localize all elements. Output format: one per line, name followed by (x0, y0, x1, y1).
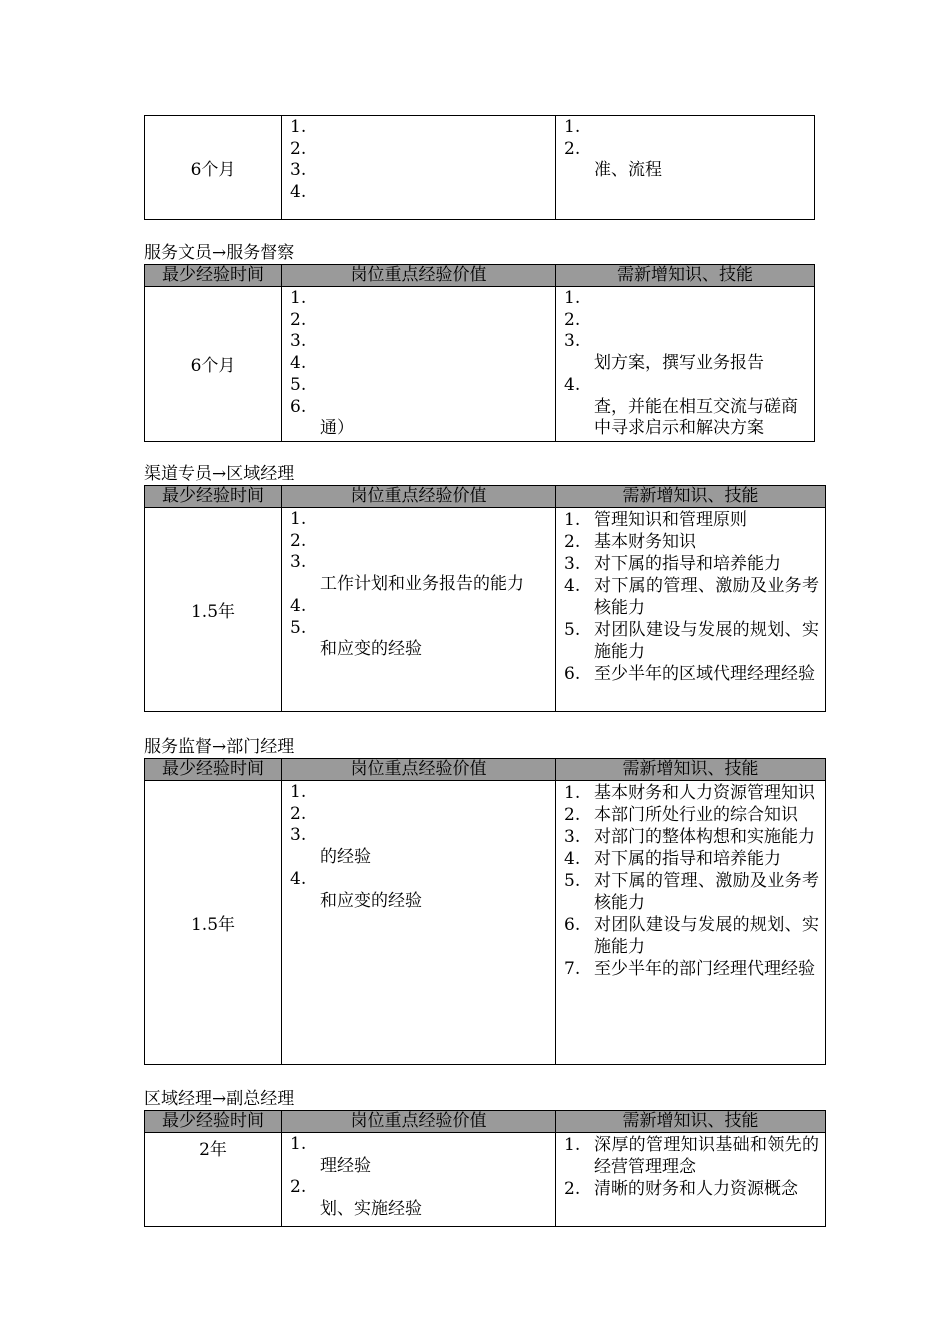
header-new-skills: 需新增知识、技能 (556, 759, 826, 781)
list-item: 2. (290, 309, 307, 330)
section-2 (144, 463, 826, 712)
min-time-cell: 1.5年 (145, 781, 282, 1065)
skill-list (556, 287, 815, 442)
list-item: 1. (290, 117, 307, 137)
section-caption: 区域经理→副总经理 (144, 1089, 295, 1109)
section-4 (144, 1088, 826, 1227)
min-time-cell: 1.5年 (145, 508, 282, 712)
list-item: 1. (290, 1134, 307, 1154)
list-item: 4. (564, 374, 581, 395)
list-item: 2. (564, 309, 581, 330)
list-item: 1. (290, 782, 307, 802)
min-time-cell: 2年 (145, 1133, 282, 1227)
list-item-text: 划、实施经验 (320, 1199, 422, 1220)
list-item: 1. (564, 117, 581, 137)
list-item: 3. 对下属的指导和培养能力 (564, 554, 781, 574)
header-key-value: 岗位重点经验价值 (282, 265, 556, 287)
list-item: 1. 深厚的管理知识基础和领先的经营管理理念 (564, 1135, 819, 1177)
section-3 (144, 736, 826, 1065)
list-item: 4. (290, 868, 307, 889)
section-caption: 服务文员→服务督察 (144, 243, 295, 263)
header-new-skills: 需新增知识、技能 (556, 265, 815, 287)
list-item: 6. 对团队建设与发展的规划、实施能力 (564, 915, 819, 957)
list-item: 2. 清晰的财务和人力资源概念 (564, 1179, 798, 1199)
promotion-table (144, 115, 815, 220)
list-item-text: 查，并能在相互交流与磋商中寻求启示和解决方案 (594, 396, 798, 439)
min-time-cell: 6个月 (145, 287, 282, 442)
list-item: 7. 至少半年的部门经理代理经验 (564, 959, 815, 979)
list-item-text: 工作计划和业务报告的能力 (320, 574, 524, 595)
list-item: 1. 基本财务和人力资源管理知识 (564, 783, 815, 803)
list-item: 3. (290, 331, 307, 352)
list-item: 2. (564, 138, 581, 159)
section-caption: 服务监督→部门经理 (144, 737, 295, 757)
list-item: 2. (290, 530, 307, 551)
list-item: 4. (290, 353, 307, 374)
list-item: 4. 对下属的管理、激励及业务考核能力 (564, 576, 819, 618)
list-item: 6. (290, 396, 307, 417)
list-item: 2. (290, 1177, 307, 1198)
list-item: 3. 对部门的整体构想和实施能力 (564, 827, 815, 847)
skill-list (556, 781, 826, 1065)
list-item: 5. (290, 617, 307, 638)
list-item: 5. 对团队建设与发展的规划、实施能力 (564, 620, 819, 662)
section-1 (144, 242, 815, 442)
list-item-text: 通） (320, 418, 354, 439)
list-item: 4. (290, 182, 307, 203)
header-min-time: 最少经验时间 (145, 486, 282, 508)
list-item-text: 和应变的经验 (320, 639, 422, 660)
header-min-time: 最少经验时间 (145, 1111, 282, 1133)
list-item: 2. (290, 803, 307, 824)
list-item: 1. 管理知识和管理原则 (564, 510, 747, 530)
promotion-table (144, 758, 826, 1065)
list-item: 5. (290, 374, 307, 395)
value-list (282, 116, 556, 220)
list-item: 3. (564, 331, 581, 352)
list-item-text: 理经验 (320, 1155, 371, 1176)
skill-list (556, 116, 815, 220)
list-item: 2. 基本财务知识 (564, 532, 696, 552)
value-list (282, 1133, 556, 1227)
min-time-cell: 6个月 (145, 116, 282, 220)
list-item: 3. (290, 825, 307, 846)
value-list (282, 781, 556, 1065)
value-list (282, 508, 556, 712)
list-item: 1. (564, 288, 581, 308)
list-item: 3. (290, 160, 307, 181)
list-item-text: 和应变的经验 (320, 890, 422, 911)
list-item-text: 的经验 (320, 847, 371, 868)
header-key-value: 岗位重点经验价值 (282, 486, 556, 508)
header-new-skills: 需新增知识、技能 (556, 486, 826, 508)
list-item: 2. (290, 138, 307, 159)
promotion-table (144, 264, 815, 442)
list-item: 6. 至少半年的区域代理经理经验 (564, 664, 815, 684)
list-item: 1. (290, 288, 307, 308)
header-key-value: 岗位重点经验价值 (282, 1111, 556, 1133)
header-key-value: 岗位重点经验价值 (282, 759, 556, 781)
list-item: 3. (290, 552, 307, 573)
value-list (282, 287, 556, 442)
list-item: 1. (290, 509, 307, 529)
promotion-table (144, 485, 826, 712)
list-item-text: 划方案，撰写业务报告 (594, 353, 764, 374)
skill-list (556, 1133, 826, 1227)
list-item-text: 准、流程 (594, 160, 662, 181)
header-min-time: 最少经验时间 (145, 265, 282, 287)
list-item: 5. 对下属的管理、激励及业务考核能力 (564, 871, 819, 913)
skill-list (556, 508, 826, 712)
header-min-time: 最少经验时间 (145, 759, 282, 781)
list-item: 4. (290, 595, 307, 616)
header-new-skills: 需新增知识、技能 (556, 1111, 826, 1133)
section-caption: 渠道专员→区域经理 (144, 464, 295, 484)
promotion-table (144, 1110, 826, 1227)
list-item: 4. 对下属的指导和培养能力 (564, 849, 781, 869)
section-0 (144, 115, 815, 220)
list-item: 2. 本部门所处行业的综合知识 (564, 805, 798, 825)
